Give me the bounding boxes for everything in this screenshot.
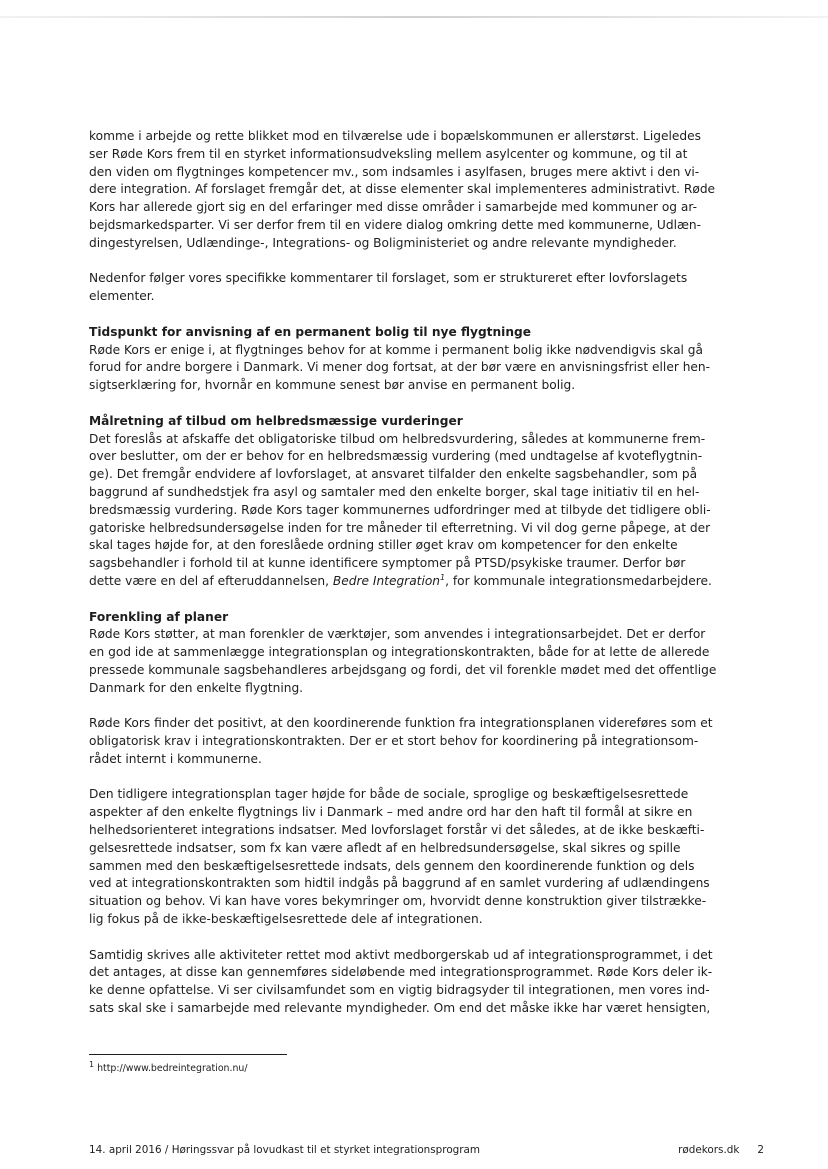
paragraph-8: Samtidig skrives alle aktiviteter rettet mod aktivt medborgerskab ud af integrationsprogrammet, i det det antages, at disse kan gennemføres sideløbende med integrationsprogrammet. Røde Kors deler ik- ke denne opfattelse. Vi ser civilsamfundet som en vigtig bidragsyder til integrationen, men vores ind- sats skal ske i samarbejde med relevante myndigheder. Om end det måske ikke har været hensigten, <box>89 947 713 1016</box>
section-heading-planer: Forenkling af planer <box>89 609 229 624</box>
paragraph-4-last-pre: dette være en del af efteruddannelsen, <box>89 573 333 588</box>
page-body <box>89 128 735 1018</box>
paragraph-5: Røde Kors støtter, at man forenkler de værktøjer, som anvendes i integrationsarbejdet. Det er derfor en god ide at sammenlægge integrationsplan og integrationskontrakten, både for at lette de allerede pressede kommunale sagsbehandleres arbejdsgang og fordi, det vil forenkle mødet med det offentlige Danmark for den enkelte flygtning. <box>89 627 717 695</box>
paragraph-4-last-post: , for kommunale integrationsmedarbejdere. <box>445 573 712 588</box>
paragraph-3: Røde Kors er enige i, at flygtninges behov for at komme i permanent bolig ikke nødvendigvis skal gå forud for andre borgere i Danmark. Vi mener dog fortsat, at der bør være en anvisningsfrist eller hen- sigtserklæring for, hvornår en kommune senest bør anvise en permanent bolig. <box>89 342 711 393</box>
scan-edge <box>0 16 828 18</box>
section-heading-helbred: Målretning af tilbud om helbredsmæssige vurderinger <box>89 413 463 428</box>
paragraph-4 <box>89 431 735 591</box>
paragraph-2: Nedenfor følger vores specifikke kommentarer til forslaget, som er struktureret efter lovforslagets elementer. <box>89 271 688 304</box>
paragraph-1: komme i arbejde og rette blikket mod en tilværelse ude i bopælskommunen er allerstørst. Ligeledes ser Røde Kors frem til en styrket informationsudveksling mellem asylcenter og kommune, og til at den viden om flygtninges kompetencer mv., som indsamles i asylfasen, bruges mere aktivt i den vi- dere integration. Af forslaget fremgår det, at disse elementer skal implementeres administrativt. Røde Kors har allerede gjort sig en del erfaringer med disse områder i samarbejde med kommuner og ar- bejdsmarkedsparter. Vi ser derfor frem til en videre dialog omkring dette med kommunerne, Udlæn- dingestyrelsen, Udlændinge-, Integrations- og Boligministeriet og andre relevante myndigheder. <box>89 129 716 250</box>
paragraph-6: Røde Kors finder det positivt, at den koordinerende funktion fra integrationsplanen videreføres som et obligatorisk krav i integrationskontrakten. Der er et stort behov for koordinering på integrationsom- rådet internt i kommunerne. <box>89 716 713 766</box>
footer-right <box>678 1144 764 1157</box>
footnote-marker: 1 <box>89 1059 95 1069</box>
footnote-ref: 1 <box>440 572 446 582</box>
footnote <box>89 1059 248 1075</box>
page-number: 2 <box>757 1144 764 1156</box>
bedre-integration-title: Bedre Integration <box>332 573 441 588</box>
footnote-link[interactable]: http://www.bedreintegration.nu/ <box>97 1063 248 1074</box>
footer-site[interactable]: rødekors.dk <box>678 1144 740 1156</box>
section-heading-bolig: Tidspunkt for anvisning af en permanent bolig til nye flygtninge <box>89 324 532 339</box>
footnote-divider <box>89 1054 287 1055</box>
paragraph-7: Den tidligere integrationsplan tager højde for både de sociale, sproglige og beskæftigelsesrettede aspekter af den enkelte flygtnings liv i Danmark – med andre ord har den haft til formål at sikre en helhedsorienteret integrations indsatser. Med lovforslaget forstår vi det således, at de ikke beskæfti- gelsesrettede indsatser, som fx kan være afledt af en helbredsundersøgelse, skal sikres og spille sammen med den beskæftigelsesrettede indsats, dels gennem den koordinerende funktion og dels ved at integrationskontrakten som hidtil indgås på baggrund af en samlet vurdering af udlændingens situation og behov. Vi kan have vores bekymringer om, hvorvidt denne konstruktion giver tilstrække- lig fokus på de ikke-beskæftigelsesrettede dele af integrationen. <box>89 787 710 927</box>
footer-date-title: 14. april 2016 / Høringssvar på lovudkast til et styrket integrationsprogram <box>89 1144 481 1156</box>
paragraph-4-lines: Det foreslås at afskaffe det obligatoriske tilbud om helbredsvurdering, således at kommunerne frem- over beslutter, om der er behov for en helbredsmæssig vurdering (med undtagelse af kvoteflygtnin- ge). Det fremgår endvidere af lovforslaget, at ansvaret tilfalder den enkelte sagsbehandler, som på baggrund af sundhedstjek fra asyl og samtaler med den enkelte borger, skal tage initiativ til en hel- bredsmæssig vurdering. Røde Kors tager kommunernes udfordringer med at tilbyde det tidligere obli- gatoriske helbredsundersøgelse inden for tre måneder til efterretning. Vi vil dog gerne påpege, at der skal tages højde for, at den foreslåede ordning stiller øget krav om kompetencer for den enkelte sagsbehandler i forhold til at kunne identificere symptomer på PTSD/psykiske traumer. Derfor bør <box>89 431 711 571</box>
